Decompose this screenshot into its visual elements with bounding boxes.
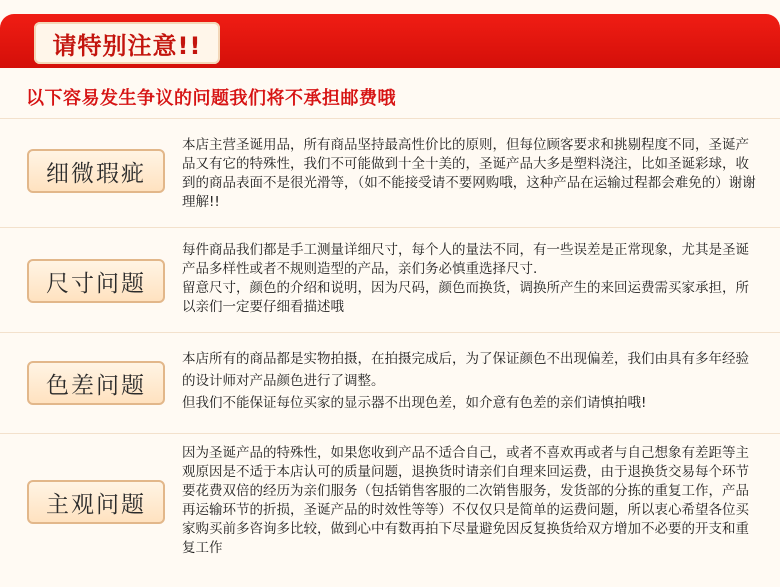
- desc-size: [182, 241, 762, 317]
- desc-color: [182, 348, 762, 414]
- label-color: 色差问题: [27, 361, 165, 405]
- label-size: 尺寸问题: [27, 259, 165, 303]
- desc-size-text: 每件商品我们都是手工测量详细尺寸，每个人的量法不同，有一些误差是正常现象，尤其是圣诞产品多样性或者不规则造型的产品，亲们务必慎重选择尺寸.: [182, 242, 749, 277]
- desc-minor-flaws: [182, 136, 762, 212]
- section-minor-flaws: [0, 118, 780, 227]
- desc-size-text-2: 留意尺寸，颜色的介绍和说明，因为尺码，颜色而换货，调换所产生的来回运费需买家承担，所以亲们一定要仔细看描述哦: [182, 280, 749, 315]
- section-size: [0, 227, 780, 332]
- desc-color-text-2: 但我们不能保证每位买家的显示器不出现色差，如介意有色差的亲们请慎拍哦!: [182, 395, 647, 411]
- desc-minor-flaws-text: 本店主营圣诞用品，所有商品坚持最高性价比的原则，但每位顾客要求和挑剔程度不同，圣诞产品又有它的特殊性，我们不可能做到十全十美的，圣诞产品大多是塑料浇注，比如圣诞彩球，收到的商品表面不是很光滑等，（如不能接受请不要网购哦，这种产品在运输过程都会难免的）谢谢理解!!: [182, 137, 756, 210]
- notice-subtitle: 以下容易发生争议的问题我们将不承担邮费哦: [26, 88, 396, 109]
- desc-subjective: [182, 444, 762, 558]
- notice-title: 请特别注意!!: [34, 22, 220, 64]
- label-subjective: 主观问题: [27, 480, 165, 524]
- label-minor-flaws: 细微瑕疵: [27, 149, 165, 193]
- section-subjective: [0, 433, 780, 588]
- section-color: [0, 332, 780, 433]
- desc-subjective-text: 因为圣诞产品的特殊性，如果您收到产品不适合自己，或者不喜欢再或者与自己想象有差距等主观原因是不适于本店认可的质量问题，退换货时请亲们自理来回运费，由于退换货交易每个环节要花费双倍的经历为亲们服务（包括销售客服的二次销售服务，发货部的分拣的重复工作，产品再运输环节的折损，圣诞产品的时效性等等）不仅仅只是简单的运费问题，所以衷心希望各位买家购买前多咨询多比较，做到心中有数再拍下尽量避免因反复换货给双方增加不必要的开支和重复工作: [182, 445, 749, 556]
- desc-color-text: 本店所有的商品都是实物拍摄，在拍摄完成后，为了保证颜色不出现偏差，我们由具有多年经验的设计师对产品颜色进行了调整。: [182, 351, 749, 389]
